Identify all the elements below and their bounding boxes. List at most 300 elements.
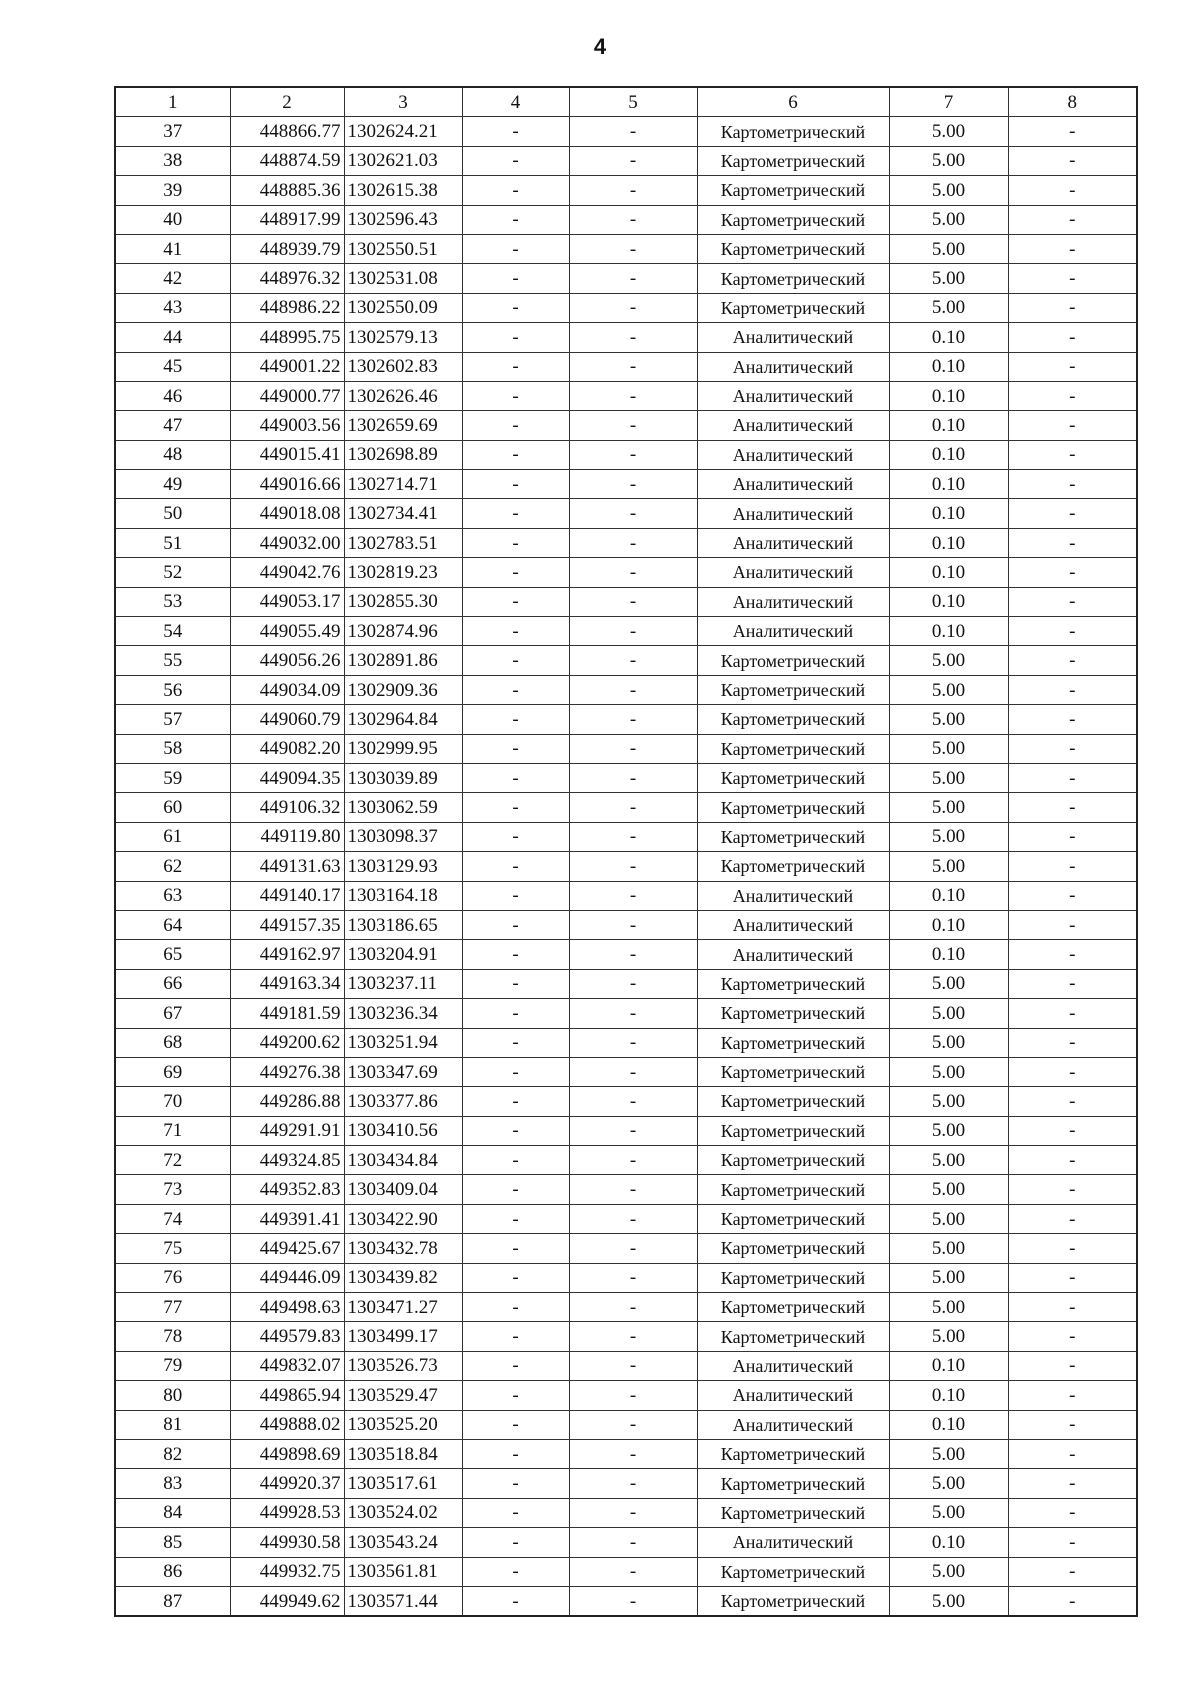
cell-col-4: - xyxy=(462,323,569,352)
cell-coord-y: 1302602.83 xyxy=(344,352,462,381)
cell-col-8: - xyxy=(1008,323,1137,352)
cell-accuracy: 0.10 xyxy=(889,940,1008,969)
cell-coord-y: 1303237.11 xyxy=(344,969,462,998)
cell-coord-y: 1303518.84 xyxy=(344,1439,462,1468)
cell-method: Картометрический xyxy=(697,1322,889,1351)
cell-col-5: - xyxy=(569,1175,697,1204)
cell-point-number: 85 xyxy=(115,1528,230,1557)
cell-accuracy: 0.10 xyxy=(889,352,1008,381)
column-header-6: 6 xyxy=(697,87,889,117)
cell-col-8: - xyxy=(1008,734,1137,763)
cell-method: Аналитический xyxy=(697,1381,889,1410)
table-row xyxy=(115,910,1137,939)
cell-col-8: - xyxy=(1008,763,1137,792)
cell-accuracy: 5.00 xyxy=(889,1498,1008,1527)
cell-col-5: - xyxy=(569,1146,697,1175)
cell-col-8: - xyxy=(1008,1410,1137,1439)
cell-point-number: 71 xyxy=(115,1116,230,1145)
cell-method: Картометрический xyxy=(697,822,889,851)
cell-col-8: - xyxy=(1008,499,1137,528)
cell-method: Картометрический xyxy=(697,1439,889,1468)
cell-method: Аналитический xyxy=(697,352,889,381)
cell-coord-y: 1303524.02 xyxy=(344,1498,462,1527)
column-header-5: 5 xyxy=(569,87,697,117)
cell-col-8: - xyxy=(1008,558,1137,587)
cell-coord-y: 1303236.34 xyxy=(344,999,462,1028)
cell-coord-x: 449082.20 xyxy=(230,734,344,763)
cell-col-8: - xyxy=(1008,411,1137,440)
cell-accuracy: 0.10 xyxy=(889,411,1008,440)
cell-point-number: 43 xyxy=(115,293,230,322)
cell-coord-x: 449930.58 xyxy=(230,1528,344,1557)
cell-coord-y: 1302531.08 xyxy=(344,264,462,293)
cell-point-number: 68 xyxy=(115,1028,230,1057)
cell-accuracy: 5.00 xyxy=(889,1557,1008,1586)
cell-point-number: 64 xyxy=(115,910,230,939)
cell-point-number: 72 xyxy=(115,1146,230,1175)
cell-col-8: - xyxy=(1008,1322,1137,1351)
table-row xyxy=(115,646,1137,675)
cell-col-4: - xyxy=(462,910,569,939)
cell-col-4: - xyxy=(462,293,569,322)
table-row xyxy=(115,822,1137,851)
cell-coord-y: 1302819.23 xyxy=(344,558,462,587)
cell-point-number: 84 xyxy=(115,1498,230,1527)
cell-col-8: - xyxy=(1008,381,1137,410)
cell-col-4: - xyxy=(462,1028,569,1057)
cell-coord-x: 449832.07 xyxy=(230,1351,344,1380)
cell-col-8: - xyxy=(1008,1263,1137,1292)
cell-point-number: 59 xyxy=(115,763,230,792)
cell-accuracy: 0.10 xyxy=(889,558,1008,587)
cell-method: Картометрический xyxy=(697,234,889,263)
table-row xyxy=(115,381,1137,410)
cell-col-4: - xyxy=(462,1498,569,1527)
cell-col-4: - xyxy=(462,969,569,998)
cell-coord-y: 1302909.36 xyxy=(344,675,462,704)
table-row xyxy=(115,352,1137,381)
cell-col-5: - xyxy=(569,234,697,263)
cell-coord-y: 1303410.56 xyxy=(344,1116,462,1145)
cell-col-8: - xyxy=(1008,675,1137,704)
table-row xyxy=(115,587,1137,616)
cell-col-5: - xyxy=(569,470,697,499)
cell-method: Картометрический xyxy=(697,705,889,734)
cell-col-4: - xyxy=(462,1351,569,1380)
table-row xyxy=(115,117,1137,146)
cell-accuracy: 5.00 xyxy=(889,1469,1008,1498)
cell-accuracy: 5.00 xyxy=(889,1293,1008,1322)
cell-coord-x: 448995.75 xyxy=(230,323,344,352)
cell-accuracy: 5.00 xyxy=(889,1028,1008,1057)
cell-accuracy: 5.00 xyxy=(889,734,1008,763)
cell-col-8: - xyxy=(1008,822,1137,851)
cell-col-8: - xyxy=(1008,940,1137,969)
coordinates-table xyxy=(114,86,1138,1617)
cell-point-number: 58 xyxy=(115,734,230,763)
cell-point-number: 83 xyxy=(115,1469,230,1498)
cell-col-5: - xyxy=(569,1057,697,1086)
cell-accuracy: 5.00 xyxy=(889,999,1008,1028)
cell-accuracy: 5.00 xyxy=(889,234,1008,263)
cell-coord-x: 449498.63 xyxy=(230,1293,344,1322)
cell-method: Картометрический xyxy=(697,1087,889,1116)
cell-point-number: 74 xyxy=(115,1204,230,1233)
cell-point-number: 78 xyxy=(115,1322,230,1351)
table-row xyxy=(115,205,1137,234)
cell-point-number: 44 xyxy=(115,323,230,352)
cell-method: Картометрический xyxy=(697,264,889,293)
cell-point-number: 54 xyxy=(115,617,230,646)
cell-coord-x: 449056.26 xyxy=(230,646,344,675)
cell-coord-y: 1302659.69 xyxy=(344,411,462,440)
cell-col-8: - xyxy=(1008,1586,1137,1616)
cell-col-8: - xyxy=(1008,910,1137,939)
cell-coord-x: 449042.76 xyxy=(230,558,344,587)
cell-coord-x: 449001.22 xyxy=(230,352,344,381)
cell-coord-y: 1303347.69 xyxy=(344,1057,462,1086)
cell-method: Аналитический xyxy=(697,528,889,557)
cell-coord-y: 1303517.61 xyxy=(344,1469,462,1498)
cell-coord-x: 449324.85 xyxy=(230,1146,344,1175)
cell-method: Аналитический xyxy=(697,910,889,939)
cell-col-4: - xyxy=(462,587,569,616)
cell-col-8: - xyxy=(1008,440,1137,469)
cell-coord-x: 448885.36 xyxy=(230,176,344,205)
table-row xyxy=(115,1381,1137,1410)
cell-col-5: - xyxy=(569,352,697,381)
cell-col-4: - xyxy=(462,1146,569,1175)
cell-point-number: 55 xyxy=(115,646,230,675)
cell-point-number: 81 xyxy=(115,1410,230,1439)
table-row xyxy=(115,470,1137,499)
cell-point-number: 47 xyxy=(115,411,230,440)
cell-col-8: - xyxy=(1008,1146,1137,1175)
cell-accuracy: 5.00 xyxy=(889,646,1008,675)
cell-coord-x: 449920.37 xyxy=(230,1469,344,1498)
cell-col-8: - xyxy=(1008,1439,1137,1468)
cell-accuracy: 0.10 xyxy=(889,587,1008,616)
cell-col-8: - xyxy=(1008,264,1137,293)
cell-point-number: 82 xyxy=(115,1439,230,1468)
cell-accuracy: 5.00 xyxy=(889,293,1008,322)
cell-col-8: - xyxy=(1008,1234,1137,1263)
cell-col-4: - xyxy=(462,381,569,410)
cell-coord-x: 449034.09 xyxy=(230,675,344,704)
cell-point-number: 37 xyxy=(115,117,230,146)
cell-col-8: - xyxy=(1008,470,1137,499)
cell-col-5: - xyxy=(569,1469,697,1498)
cell-point-number: 42 xyxy=(115,264,230,293)
cell-method: Картометрический xyxy=(697,675,889,704)
cell-coord-x: 448866.77 xyxy=(230,117,344,146)
cell-col-8: - xyxy=(1008,1381,1137,1410)
cell-coord-x: 449928.53 xyxy=(230,1498,344,1527)
cell-coord-x: 449015.41 xyxy=(230,440,344,469)
cell-point-number: 38 xyxy=(115,146,230,175)
table-row xyxy=(115,1469,1137,1498)
cell-col-5: - xyxy=(569,1204,697,1233)
cell-accuracy: 5.00 xyxy=(889,705,1008,734)
cell-col-5: - xyxy=(569,881,697,910)
cell-coord-x: 449000.77 xyxy=(230,381,344,410)
table-row xyxy=(115,1204,1137,1233)
cell-coord-x: 448986.22 xyxy=(230,293,344,322)
cell-col-5: - xyxy=(569,617,697,646)
cell-coord-y: 1302626.46 xyxy=(344,381,462,410)
cell-col-4: - xyxy=(462,1410,569,1439)
cell-method: Аналитический xyxy=(697,499,889,528)
cell-col-4: - xyxy=(462,1322,569,1351)
cell-method: Аналитический xyxy=(697,1528,889,1557)
cell-col-4: - xyxy=(462,646,569,675)
cell-col-8: - xyxy=(1008,117,1137,146)
cell-col-5: - xyxy=(569,763,697,792)
cell-accuracy: 0.10 xyxy=(889,470,1008,499)
table-row xyxy=(115,1410,1137,1439)
cell-coord-y: 1302579.13 xyxy=(344,323,462,352)
cell-coord-y: 1302621.03 xyxy=(344,146,462,175)
cell-col-4: - xyxy=(462,881,569,910)
cell-method: Аналитический xyxy=(697,411,889,440)
cell-point-number: 87 xyxy=(115,1586,230,1616)
cell-col-8: - xyxy=(1008,1087,1137,1116)
cell-coord-y: 1303164.18 xyxy=(344,881,462,910)
cell-point-number: 56 xyxy=(115,675,230,704)
table-row xyxy=(115,293,1137,322)
cell-accuracy: 5.00 xyxy=(889,1586,1008,1616)
cell-col-4: - xyxy=(462,1204,569,1233)
cell-method: Картометрический xyxy=(697,146,889,175)
cell-coord-y: 1303377.86 xyxy=(344,1087,462,1116)
cell-coord-x: 449200.62 xyxy=(230,1028,344,1057)
cell-col-5: - xyxy=(569,323,697,352)
cell-col-5: - xyxy=(569,793,697,822)
table-row xyxy=(115,1175,1137,1204)
cell-coord-y: 1303543.24 xyxy=(344,1528,462,1557)
cell-coord-x: 449018.08 xyxy=(230,499,344,528)
cell-method: Аналитический xyxy=(697,1351,889,1380)
cell-coord-x: 449579.83 xyxy=(230,1322,344,1351)
cell-accuracy: 5.00 xyxy=(889,205,1008,234)
cell-col-4: - xyxy=(462,852,569,881)
cell-col-5: - xyxy=(569,1557,697,1586)
table-row xyxy=(115,323,1137,352)
cell-coord-y: 1303499.17 xyxy=(344,1322,462,1351)
cell-point-number: 52 xyxy=(115,558,230,587)
cell-point-number: 69 xyxy=(115,1057,230,1086)
cell-col-4: - xyxy=(462,528,569,557)
cell-col-5: - xyxy=(569,969,697,998)
cell-col-4: - xyxy=(462,705,569,734)
cell-col-5: - xyxy=(569,1498,697,1527)
column-header-3: 3 xyxy=(344,87,462,117)
cell-method: Картометрический xyxy=(697,1498,889,1527)
cell-col-5: - xyxy=(569,910,697,939)
table-row xyxy=(115,440,1137,469)
cell-col-4: - xyxy=(462,1057,569,1086)
cell-point-number: 62 xyxy=(115,852,230,881)
table-row xyxy=(115,1263,1137,1292)
cell-point-number: 50 xyxy=(115,499,230,528)
cell-col-5: - xyxy=(569,1586,697,1616)
cell-method: Картометрический xyxy=(697,793,889,822)
cell-col-4: - xyxy=(462,499,569,528)
cell-col-4: - xyxy=(462,1528,569,1557)
cell-col-8: - xyxy=(1008,852,1137,881)
cell-col-5: - xyxy=(569,117,697,146)
cell-accuracy: 5.00 xyxy=(889,1263,1008,1292)
cell-col-4: - xyxy=(462,1381,569,1410)
cell-col-4: - xyxy=(462,176,569,205)
cell-col-4: - xyxy=(462,205,569,234)
cell-point-number: 77 xyxy=(115,1293,230,1322)
cell-col-5: - xyxy=(569,499,697,528)
cell-coord-y: 1302855.30 xyxy=(344,587,462,616)
table-row xyxy=(115,264,1137,293)
cell-accuracy: 0.10 xyxy=(889,1528,1008,1557)
cell-coord-x: 448917.99 xyxy=(230,205,344,234)
cell-accuracy: 5.00 xyxy=(889,1322,1008,1351)
cell-col-5: - xyxy=(569,1293,697,1322)
cell-col-5: - xyxy=(569,293,697,322)
table-row xyxy=(115,411,1137,440)
cell-method: Аналитический xyxy=(697,558,889,587)
cell-method: Картометрический xyxy=(697,1028,889,1057)
cell-coord-x: 449181.59 xyxy=(230,999,344,1028)
cell-col-4: - xyxy=(462,146,569,175)
cell-method: Аналитический xyxy=(697,940,889,969)
cell-col-8: - xyxy=(1008,1175,1137,1204)
cell-point-number: 63 xyxy=(115,881,230,910)
cell-col-5: - xyxy=(569,1410,697,1439)
cell-coord-y: 1303039.89 xyxy=(344,763,462,792)
table-row xyxy=(115,234,1137,263)
cell-accuracy: 0.10 xyxy=(889,528,1008,557)
cell-coord-x: 449140.17 xyxy=(230,881,344,910)
cell-col-5: - xyxy=(569,1351,697,1380)
cell-col-8: - xyxy=(1008,705,1137,734)
cell-point-number: 48 xyxy=(115,440,230,469)
cell-col-8: - xyxy=(1008,528,1137,557)
cell-col-5: - xyxy=(569,1087,697,1116)
cell-accuracy: 0.10 xyxy=(889,499,1008,528)
cell-coord-y: 1302550.09 xyxy=(344,293,462,322)
cell-coord-y: 1302698.89 xyxy=(344,440,462,469)
cell-method: Аналитический xyxy=(697,617,889,646)
cell-col-4: - xyxy=(462,1234,569,1263)
cell-col-8: - xyxy=(1008,793,1137,822)
cell-method: Картометрический xyxy=(697,999,889,1028)
cell-coord-x: 449352.83 xyxy=(230,1175,344,1204)
cell-coord-y: 1302714.71 xyxy=(344,470,462,499)
cell-coord-x: 449949.62 xyxy=(230,1586,344,1616)
cell-coord-x: 449131.63 xyxy=(230,852,344,881)
cell-method: Аналитический xyxy=(697,587,889,616)
cell-col-4: - xyxy=(462,1586,569,1616)
cell-method: Картометрический xyxy=(697,205,889,234)
cell-col-5: - xyxy=(569,940,697,969)
cell-coord-y: 1303471.27 xyxy=(344,1293,462,1322)
cell-accuracy: 5.00 xyxy=(889,1234,1008,1263)
cell-method: Аналитический xyxy=(697,381,889,410)
cell-col-8: - xyxy=(1008,234,1137,263)
cell-coord-y: 1303434.84 xyxy=(344,1146,462,1175)
cell-coord-x: 449060.79 xyxy=(230,705,344,734)
cell-accuracy: 5.00 xyxy=(889,1439,1008,1468)
page-number: 4 xyxy=(593,34,607,59)
cell-method: Картометрический xyxy=(697,1057,889,1086)
cell-accuracy: 0.10 xyxy=(889,617,1008,646)
cell-coord-y: 1303439.82 xyxy=(344,1263,462,1292)
cell-coord-x: 449094.35 xyxy=(230,763,344,792)
cell-point-number: 79 xyxy=(115,1351,230,1380)
cell-coord-y: 1303186.65 xyxy=(344,910,462,939)
cell-col-8: - xyxy=(1008,617,1137,646)
table-row xyxy=(115,1234,1137,1263)
cell-coord-x: 449053.17 xyxy=(230,587,344,616)
cell-method: Картометрический xyxy=(697,1234,889,1263)
cell-method: Картометрический xyxy=(697,1263,889,1292)
cell-coord-y: 1302891.86 xyxy=(344,646,462,675)
cell-method: Картометрический xyxy=(697,1116,889,1145)
cell-coord-y: 1303062.59 xyxy=(344,793,462,822)
cell-col-4: - xyxy=(462,1263,569,1292)
cell-accuracy: 5.00 xyxy=(889,969,1008,998)
cell-col-5: - xyxy=(569,440,697,469)
table-row xyxy=(115,881,1137,910)
cell-point-number: 57 xyxy=(115,705,230,734)
cell-col-5: - xyxy=(569,646,697,675)
cell-coord-y: 1303098.37 xyxy=(344,822,462,851)
column-header-2: 2 xyxy=(230,87,344,117)
cell-col-4: - xyxy=(462,793,569,822)
cell-col-8: - xyxy=(1008,587,1137,616)
cell-col-5: - xyxy=(569,1439,697,1468)
cell-col-4: - xyxy=(462,1087,569,1116)
cell-col-8: - xyxy=(1008,205,1137,234)
cell-method: Картометрический xyxy=(697,969,889,998)
table-row xyxy=(115,528,1137,557)
cell-coord-x: 449425.67 xyxy=(230,1234,344,1263)
cell-point-number: 65 xyxy=(115,940,230,969)
table-row xyxy=(115,558,1137,587)
cell-col-5: - xyxy=(569,205,697,234)
cell-method: Аналитический xyxy=(697,470,889,499)
cell-col-4: - xyxy=(462,558,569,587)
cell-col-8: - xyxy=(1008,352,1137,381)
table-header-row xyxy=(115,87,1137,117)
cell-accuracy: 5.00 xyxy=(889,1204,1008,1233)
cell-coord-y: 1302783.51 xyxy=(344,528,462,557)
cell-col-5: - xyxy=(569,264,697,293)
table-row xyxy=(115,176,1137,205)
cell-point-number: 41 xyxy=(115,234,230,263)
cell-col-5: - xyxy=(569,705,697,734)
cell-point-number: 40 xyxy=(115,205,230,234)
cell-point-number: 70 xyxy=(115,1087,230,1116)
cell-method: Картометрический xyxy=(697,1293,889,1322)
cell-point-number: 67 xyxy=(115,999,230,1028)
cell-accuracy: 5.00 xyxy=(889,852,1008,881)
cell-method: Аналитический xyxy=(697,881,889,910)
cell-col-5: - xyxy=(569,528,697,557)
cell-col-8: - xyxy=(1008,1116,1137,1145)
table-row xyxy=(115,1116,1137,1145)
cell-coord-y: 1302550.51 xyxy=(344,234,462,263)
cell-accuracy: 5.00 xyxy=(889,675,1008,704)
cell-method: Картометрический xyxy=(697,1469,889,1498)
